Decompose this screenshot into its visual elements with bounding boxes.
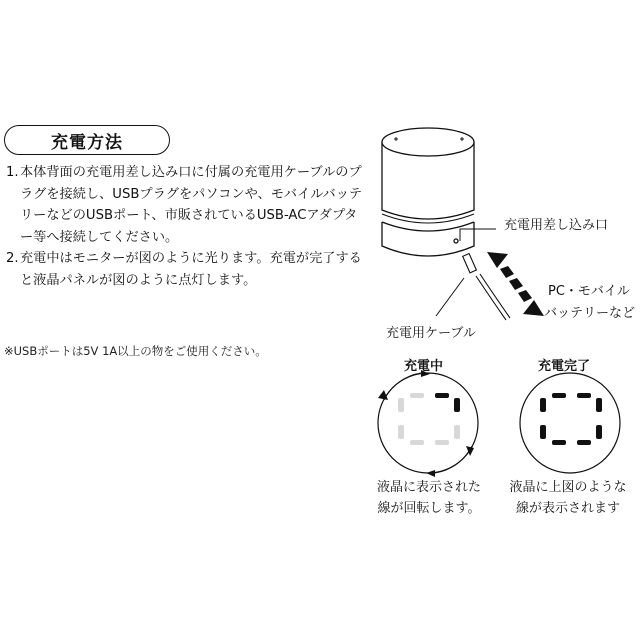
charging-caption-line1: 液晶に表示された [376, 480, 481, 495]
cable-leader-line [436, 278, 464, 316]
charging-caption [364, 477, 494, 519]
usb-note: ※USBポートは5V 1A以上の物をご使用ください。 [4, 344, 267, 358]
connection-arrow [487, 252, 544, 316]
cable-label: 充電用ケーブル [386, 326, 476, 341]
charging-display [378, 370, 478, 477]
section-title: 充電方法 [4, 125, 170, 155]
step-text: 本体背面の充電用差し込み口に付属の充電用ケーブルのプラグを接続し、USBプラグをパソコンや、モバイルバッテリーなどのUSBポート、市販されているUSB-ACアダプター等へ接続してください。 [20, 165, 363, 245]
charging-title: 充電中 [404, 359, 444, 374]
step-text: 充電中はモニターが図のように光ります。充電が完了すると液晶パネルが図のように点灯します。 [20, 251, 362, 288]
charging-segments [398, 393, 460, 445]
pc-label-line2: バッテリーなど [544, 306, 636, 321]
step-number: 1. [6, 165, 19, 180]
charging-caption-line2: 線が回転します。 [377, 501, 481, 516]
step-number: 2. [6, 251, 19, 266]
complete-caption-line1: 液晶に上図のような [509, 480, 627, 495]
complete-caption-line2: 線が表示されます [515, 501, 620, 516]
port-label: 充電用差し込み口 [504, 218, 609, 233]
complete-display [520, 373, 620, 473]
charging-cable [463, 254, 510, 320]
complete-segments [540, 393, 602, 445]
pc-label-line1: PC・モバイル [548, 284, 630, 299]
complete-title: 充電完了 [538, 359, 591, 374]
complete-caption [503, 477, 633, 519]
charging-active-segments [435, 393, 460, 412]
